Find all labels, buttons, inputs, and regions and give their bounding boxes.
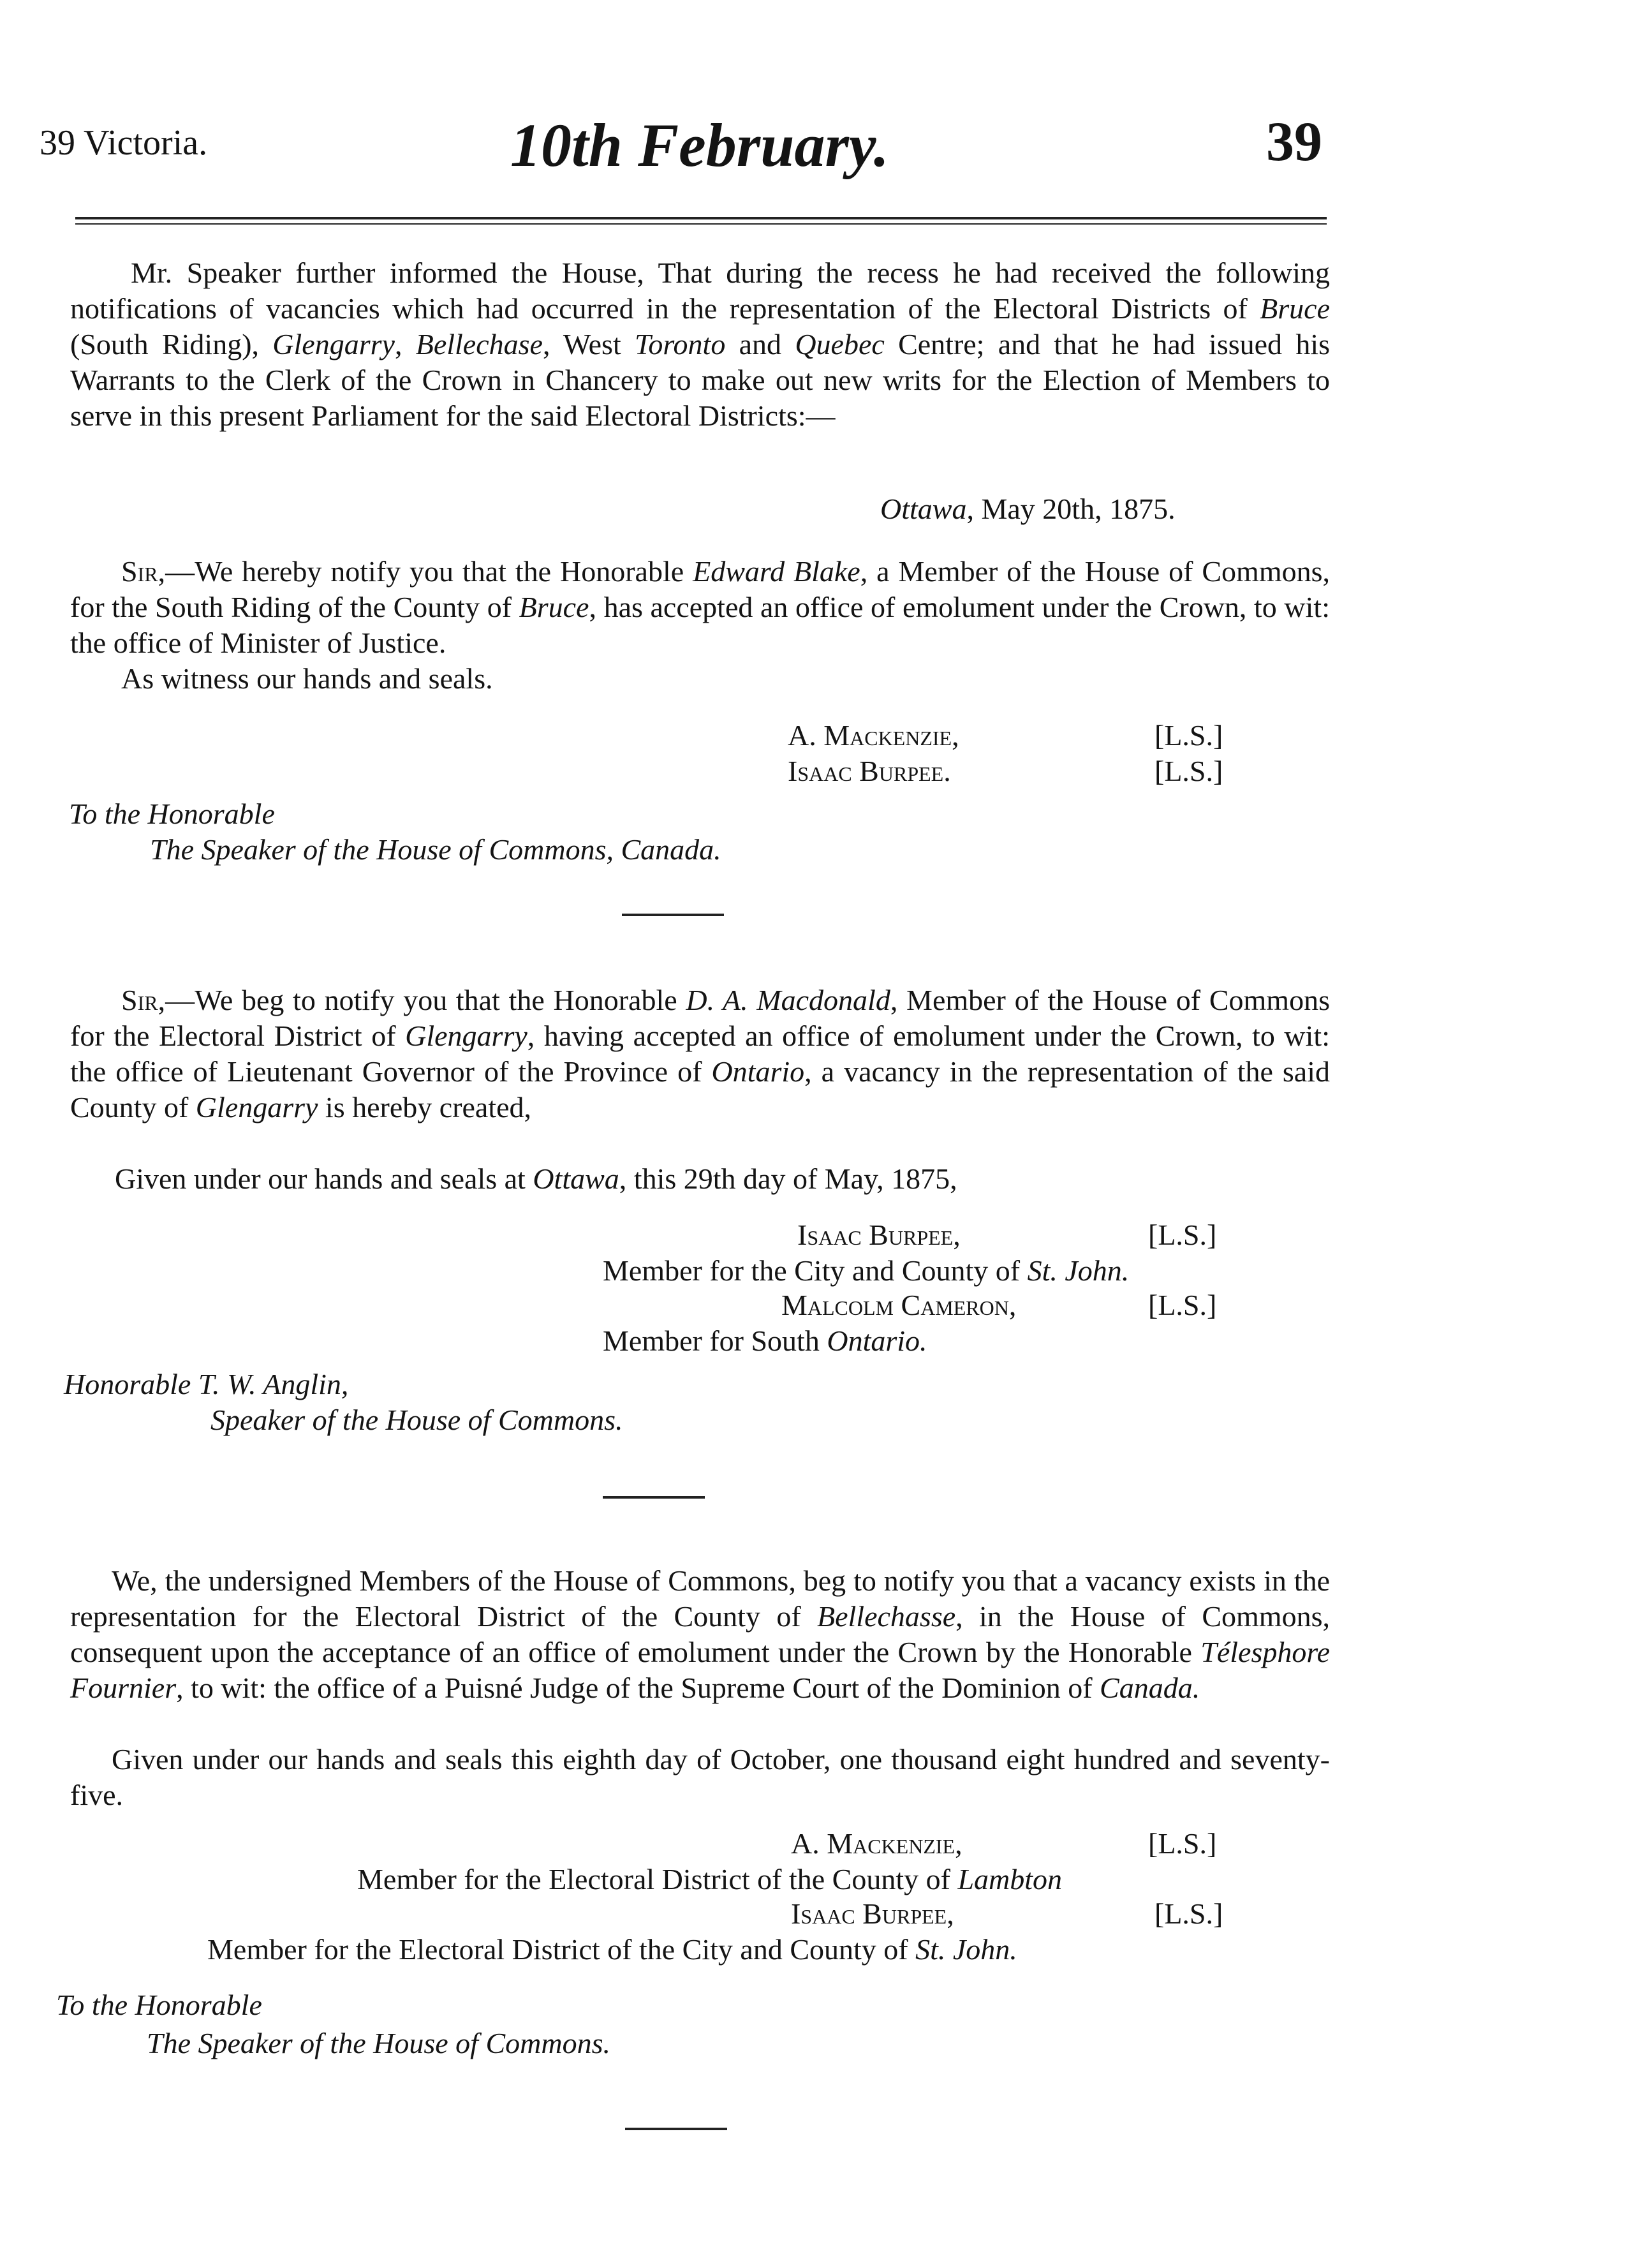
notice2-addressee-line2: Speaker of the House of Commons. [210, 1404, 623, 1436]
notice1-seal-2: [L.S.] [1154, 755, 1223, 787]
notice3-addressee-line2: The Speaker of the House of Commons. [147, 2027, 610, 2059]
notice1-seal-1: [L.S.] [1154, 719, 1223, 752]
notice1-body: Sir,—We hereby notify you that the Honorable Edward Blake, a Member of the House of Commons, for the South Riding of the County of Bruce, has accepted an office of emolument under the Crown, to wit: the office of Minister of Justice. [70, 555, 1330, 659]
notice1-addressee-line1: To the Honorable [69, 797, 275, 830]
notice3-signer-2: Isaac Burpee, [791, 1897, 954, 1930]
notice3-body: We, the undersigned Members of the House of Commons, beg to notify you that a vacancy exists in the representation for the Electoral District of the County of Bellechasse, in the House of Commons, consequent upon the acceptance of an office of emolument under the Crown by the Honorable Télesphore Fournier, to wit: the office of a Puisné Judge of the Supreme Court of the Dominion of Canada. [70, 1564, 1330, 1704]
notice2-member-1: Member for the City and County of St. John. [603, 1254, 1130, 1287]
section-separator [625, 2128, 727, 2130]
notice3-member-2: Member for the Electoral District of the City and County of St. John. [207, 1933, 1017, 1966]
notice3-addressee-line1: To the Honorable [56, 1989, 262, 2021]
intro-paragraph: Mr. Speaker further informed the House, That during the recess he had received the following notifications of vacancies which had occurred in the representation of the Electoral Districts of Bruce (South Riding), Glengarry, Bellechase, West Toronto and Quebec Centre; and that he had issued his Warrants to the Clerk of the Crown in Chancery to make out new writs for the Election of Members to serve in this present Parliament for the said Electoral Districts:— [70, 256, 1331, 432]
notice3-seal-1: [L.S.] [1148, 1827, 1217, 1860]
notice1-signer-2: Isaac Burpee. [788, 755, 951, 787]
notice2-signer-1: Isaac Burpee, [797, 1219, 961, 1251]
notice2-addressee-line1: Honorable T. W. Anglin, [64, 1368, 349, 1400]
page-number: 39 [1266, 111, 1322, 173]
header-rule-top [75, 217, 1327, 219]
notice2-given: Given under our hands and seals at Ottawa, this 29th day of May, 1875, [115, 1162, 957, 1195]
notice2-signer-2: Malcolm Cameron, [781, 1289, 1017, 1321]
notice2-seal-2: [L.S.] [1148, 1289, 1217, 1321]
running-head-left: 39 Victoria. [40, 123, 208, 163]
running-head-date: 10th February. [510, 111, 889, 179]
notice2-seal-1: [L.S.] [1148, 1219, 1217, 1251]
header-rule-bottom [75, 223, 1327, 225]
notice3-signer-1: A. Mackenzie, [791, 1827, 962, 1860]
notice1-witness: As witness our hands and seals. [121, 662, 493, 695]
notice3-seal-2: [L.S.] [1154, 1897, 1223, 1930]
section-separator [603, 1496, 705, 1499]
notice2-body: Sir,—We beg to notify you that the Honorable D. A. Macdonald, Member of the House of Commons for the Electoral District of Glengarry, having accepted an office of emolument under the Crown, to wit: the office of Lieutenant Governor of the Province of Ontario, a vacancy in the representation of the said County of Glengarry is hereby created, [70, 984, 1331, 1123]
notice1-dateline: Ottawa, May 20th, 1875. [880, 493, 1176, 525]
section-separator [622, 914, 724, 916]
notice2-member-2: Member for South Ontario. [603, 1324, 927, 1357]
notice3-member-1: Member for the Electoral District of the County of Lambton [357, 1863, 1063, 1895]
notice1-addressee-line2: The Speaker of the House of Commons, Canada. [150, 833, 721, 866]
notice3-given: Given under our hands and seals this eighth day of October, one thousand eight hundred and seventy-five. [70, 1743, 1330, 1811]
notice1-signer-1: A. Mackenzie, [788, 719, 959, 752]
